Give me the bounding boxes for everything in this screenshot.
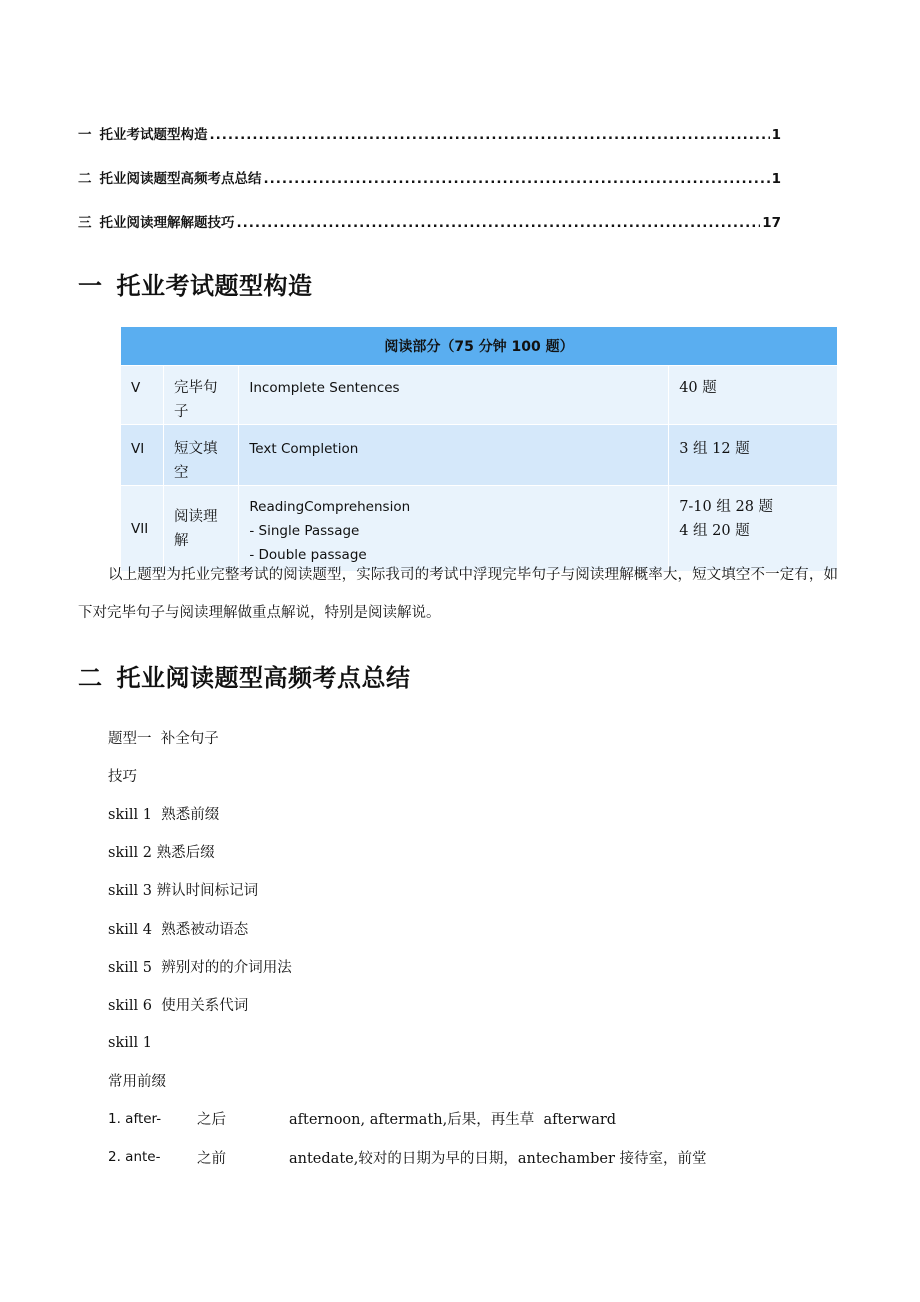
section-heading-2 xyxy=(78,658,411,693)
toc-entry-title: 托业考试题型构造 xyxy=(99,127,208,143)
english-line: - Single Passage xyxy=(249,523,360,539)
section-title: 托业阅读题型高频考点总结 xyxy=(116,664,411,692)
table-row xyxy=(121,425,838,486)
table-of-contents xyxy=(78,123,781,255)
part-cell: VI xyxy=(121,425,164,486)
intro-paragraph: 以上题型为托业完整考试的阅读题型，实际我司的考试中浮现完毕句子与阅读理解概率大，短文填空不一定有，如下对完毕句子与阅读理解做重点解说，特别是阅读解说。 xyxy=(78,567,838,621)
toc-leader-dots xyxy=(237,215,761,231)
toc-entry-number: 一 xyxy=(78,127,92,143)
english-name-cell xyxy=(239,366,669,425)
type-name-cell: 阅读理解 xyxy=(163,486,238,572)
reading-section-table xyxy=(120,326,838,572)
english-line: - Double passage xyxy=(249,547,367,563)
toc-entry-number: 三 xyxy=(78,215,92,231)
toc-leader-dots xyxy=(264,171,770,187)
part-cell: V xyxy=(121,366,164,425)
toc-entry[interactable] xyxy=(78,123,781,167)
content-line: skill 1 xyxy=(108,1034,152,1051)
count-line: 4 组 20 题 xyxy=(679,523,750,539)
english-name-cell xyxy=(239,425,669,486)
toc-entry[interactable] xyxy=(78,211,781,255)
prefix-meaning: 之前 xyxy=(197,1150,226,1167)
english-line: ReadingComprehension xyxy=(249,499,411,515)
english-line: Incomplete Sentences xyxy=(249,380,400,396)
content-line: skill 2 熟悉后缀 xyxy=(108,845,215,862)
count-line: 7-10 组 28 题 xyxy=(679,499,774,515)
count-line: 40 题 xyxy=(679,380,717,396)
content-lines xyxy=(108,718,706,1176)
content-line: 题型一 补全句子 xyxy=(108,730,219,747)
table-header-row xyxy=(121,327,838,366)
section-heading-1 xyxy=(78,266,313,301)
part-cell: VII xyxy=(121,486,164,572)
toc-entry-number: 二 xyxy=(78,171,92,187)
table-row xyxy=(121,366,838,425)
prefix-examples: afternoon, aftermath,后果，再生草 afterward xyxy=(289,1112,617,1129)
english-line: Text Completion xyxy=(249,441,359,457)
count-line: 3 组 12 题 xyxy=(679,441,750,457)
content-line: skill 3 辨认时间标记词 xyxy=(108,883,259,900)
prefix-code: 1. after- xyxy=(108,1110,162,1127)
content-line: skill 4 熟悉被动语态 xyxy=(108,921,249,938)
toc-leader-dots xyxy=(210,127,770,143)
toc-entry-page: 17 xyxy=(762,215,781,231)
content-line: 技巧 xyxy=(108,768,137,785)
toc-entry[interactable] xyxy=(78,167,781,211)
type-name-cell: 短文填空 xyxy=(163,425,238,486)
toc-entry-title: 托业阅读理解解题技巧 xyxy=(99,215,235,231)
content-line: 常用前缀 xyxy=(108,1074,166,1091)
type-name-cell: 完毕句子 xyxy=(163,366,238,425)
prefix-line xyxy=(108,1100,706,1138)
toc-entry-page: 1 xyxy=(771,171,781,187)
section-number: 二 xyxy=(78,664,103,692)
toc-entry-page: 1 xyxy=(771,127,781,143)
content-line: skill 1 熟悉前缀 xyxy=(108,806,220,823)
content-line: skill 5 辨别对的的介词用法 xyxy=(108,959,292,976)
prefix-meaning: 之后 xyxy=(197,1112,226,1129)
prefix-code: 2. ante- xyxy=(108,1149,161,1166)
table-header: 阅读部分（75 分钟 100 题） xyxy=(121,327,838,366)
section-title: 托业考试题型构造 xyxy=(116,272,313,300)
question-count-cell xyxy=(669,366,838,425)
prefix-examples: antedate,较对的日期为早的日期，antechamber 接待室，前堂 xyxy=(289,1150,707,1167)
section-number: 一 xyxy=(78,272,103,300)
question-count-cell xyxy=(669,425,838,486)
content-line: skill 6 使用关系代词 xyxy=(108,997,249,1014)
toc-entry-title: 托业阅读题型高频考点总结 xyxy=(99,171,262,187)
prefix-line xyxy=(108,1138,706,1176)
